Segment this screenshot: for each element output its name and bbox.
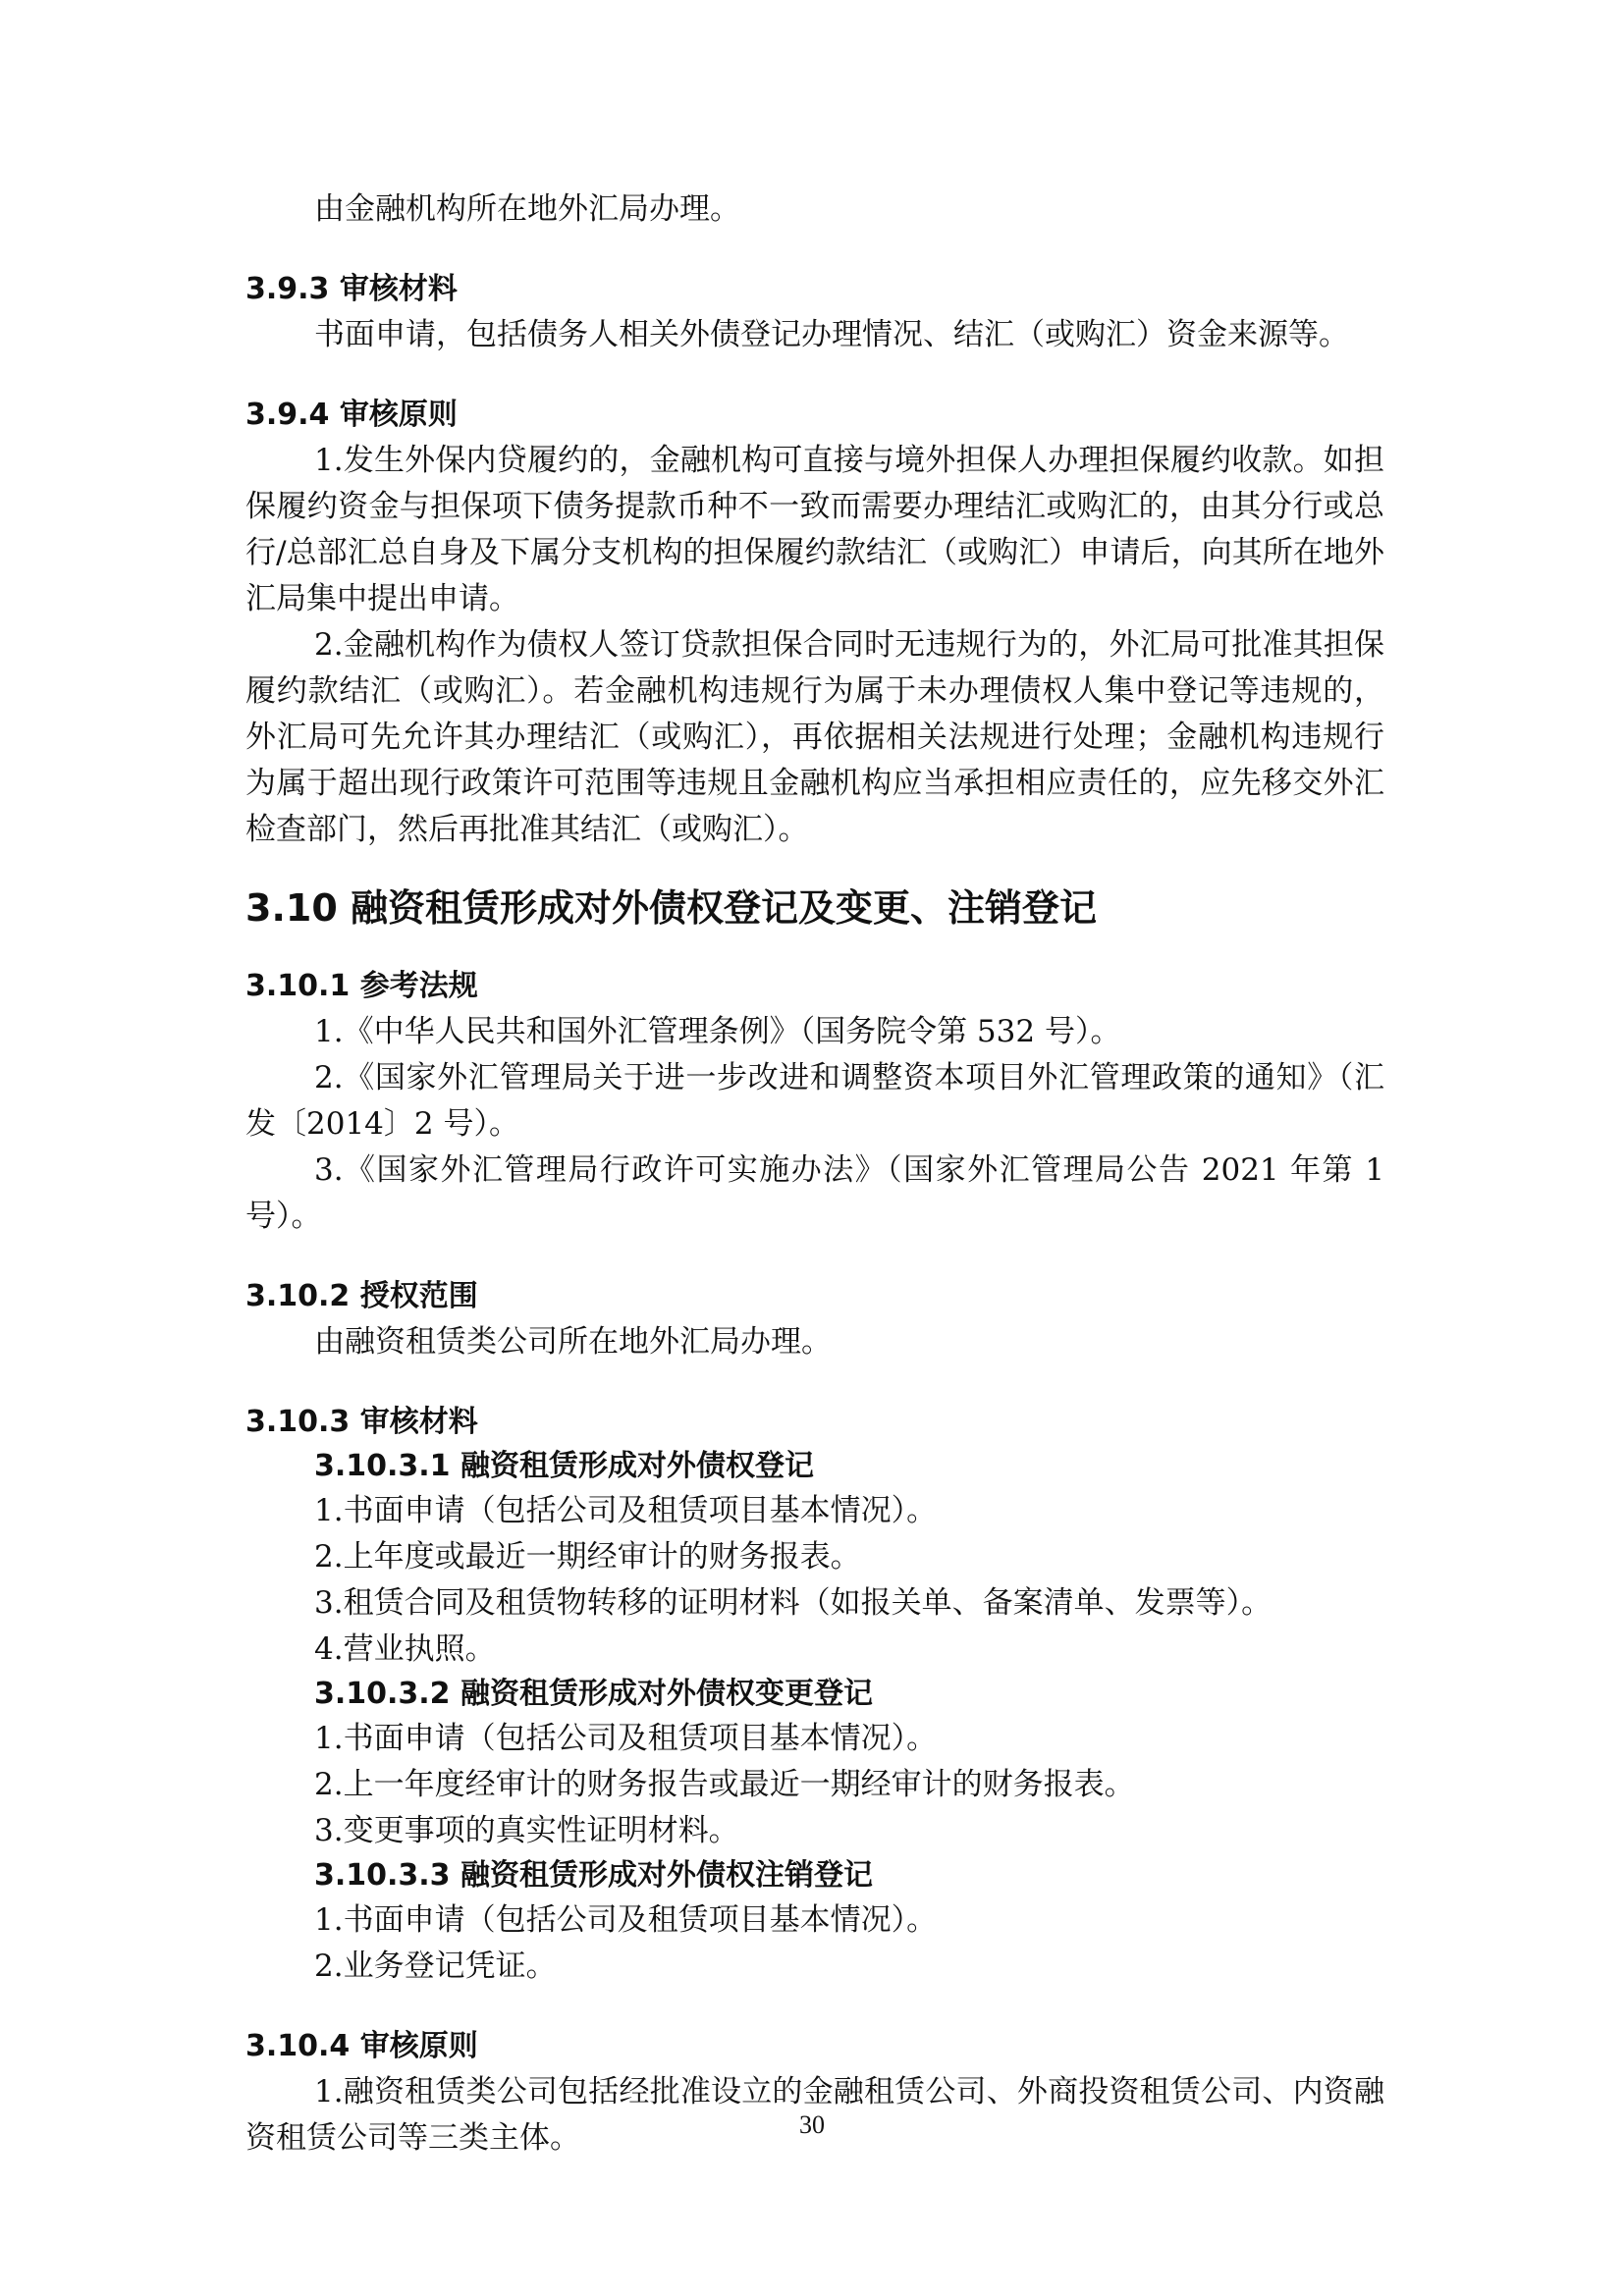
material-item: 3.变更事项的真实性证明材料。: [314, 1813, 739, 1848]
material-item: 2.业务登记凭证。: [314, 1949, 557, 1984]
regulation-item: 3.《国家外汇管理局行政许可实施办法》（国家外汇管理局公告 2021 年第 1 号）。: [245, 1152, 1384, 1234]
paragraph-3-10-4-1: 1.融资租赁类公司包括经批准设立的金融租赁公司、外商投资租赁公司、内资融资租赁公司等三类主体。: [245, 2074, 1384, 2156]
material-item: 1.书面申请（包括公司及租赁项目基本情况）。: [314, 1493, 938, 1528]
material-item: 4.营业执照。: [314, 1631, 496, 1667]
material-item: 2.上一年度经审计的财务报告或最近一期经审计的财务报表。: [314, 1767, 1135, 1802]
material-item: 1.书面申请（包括公司及租赁项目基本情况）。: [314, 1721, 938, 1756]
paragraph-3-9-4-1: 1.发生外保内贷履约的，金融机构可直接与境外担保人办理担保履约收款。如担保履约资金与担保项下债务提款币种不一致而需要办理结汇或购汇的，由其分行或总行/总部汇总自身及下属分支机构的担保履约款结汇（或购汇）申请后，向其所在地外汇局集中提出申请。: [245, 443, 1384, 616]
heading-3-10-2: 3.10.2 授权范围: [245, 1279, 478, 1313]
heading-3-9-4: 3.9.4 审核原则: [245, 398, 458, 432]
paragraph-3-10-2: 由融资租赁类公司所在地外汇局办理。: [314, 1324, 832, 1360]
regulation-item: 1.《中华人民共和国外汇管理条例》（国务院令第 532 号）。: [314, 1014, 1121, 1049]
page-number: 30: [799, 2110, 825, 2139]
document-body: [245, 187, 1384, 2162]
heading-3-10-3-3: 3.10.3.3 融资租赁形成对外债权注销登记: [314, 1858, 874, 1893]
heading-3-10-3: 3.10.3 审核材料: [245, 1405, 478, 1439]
heading-3-10-1: 3.10.1 参考法规: [245, 969, 478, 1003]
heading-3-10-4: 3.10.4 审核原则: [245, 2029, 478, 2063]
heading-3-10-3-2: 3.10.3.2 融资租赁形成对外债权变更登记: [314, 1677, 874, 1711]
heading-3-9-3: 3.9.3 审核材料: [245, 272, 458, 306]
material-item: 3.租赁合同及租赁物转移的证明材料（如报关单、备案清单、发票等）。: [314, 1585, 1272, 1621]
regulation-item: 2.《国家外汇管理局关于进一步改进和调整资本项目外汇管理政策的通知》（汇发〔2014〕2 号）。: [245, 1060, 1384, 1142]
material-item: 1.书面申请（包括公司及租赁项目基本情况）。: [314, 1902, 938, 1938]
material-item: 2.上年度或最近一期经审计的财务报表。: [314, 1539, 861, 1575]
intro-line: 由金融机构所在地外汇局办理。: [314, 191, 740, 227]
heading-3-10-3-1: 3.10.3.1 融资租赁形成对外债权登记: [314, 1449, 815, 1483]
heading-3-10: 3.10 融资租赁形成对外债权登记及变更、注销登记: [245, 886, 1097, 930]
paragraph-3-9-3: 书面申请，包括债务人相关外债登记办理情况、结汇（或购汇）资金来源等。: [314, 317, 1349, 352]
paragraph-3-9-4-2: 2.金融机构作为债权人签订贷款担保合同时无违规行为的，外汇局可批准其担保履约款结汇（或购汇）。若金融机构违规行为属于未办理债权人集中登记等违规的，外汇局可先允许其办理结汇（或购汇），再依据相关法规进行处理；金融机构违规行为属于超出现行政策许可范围等违规且金融机构应当承担相应责任的，应先移交外汇检查部门，然后再批准其结汇（或购汇）。: [245, 627, 1384, 847]
